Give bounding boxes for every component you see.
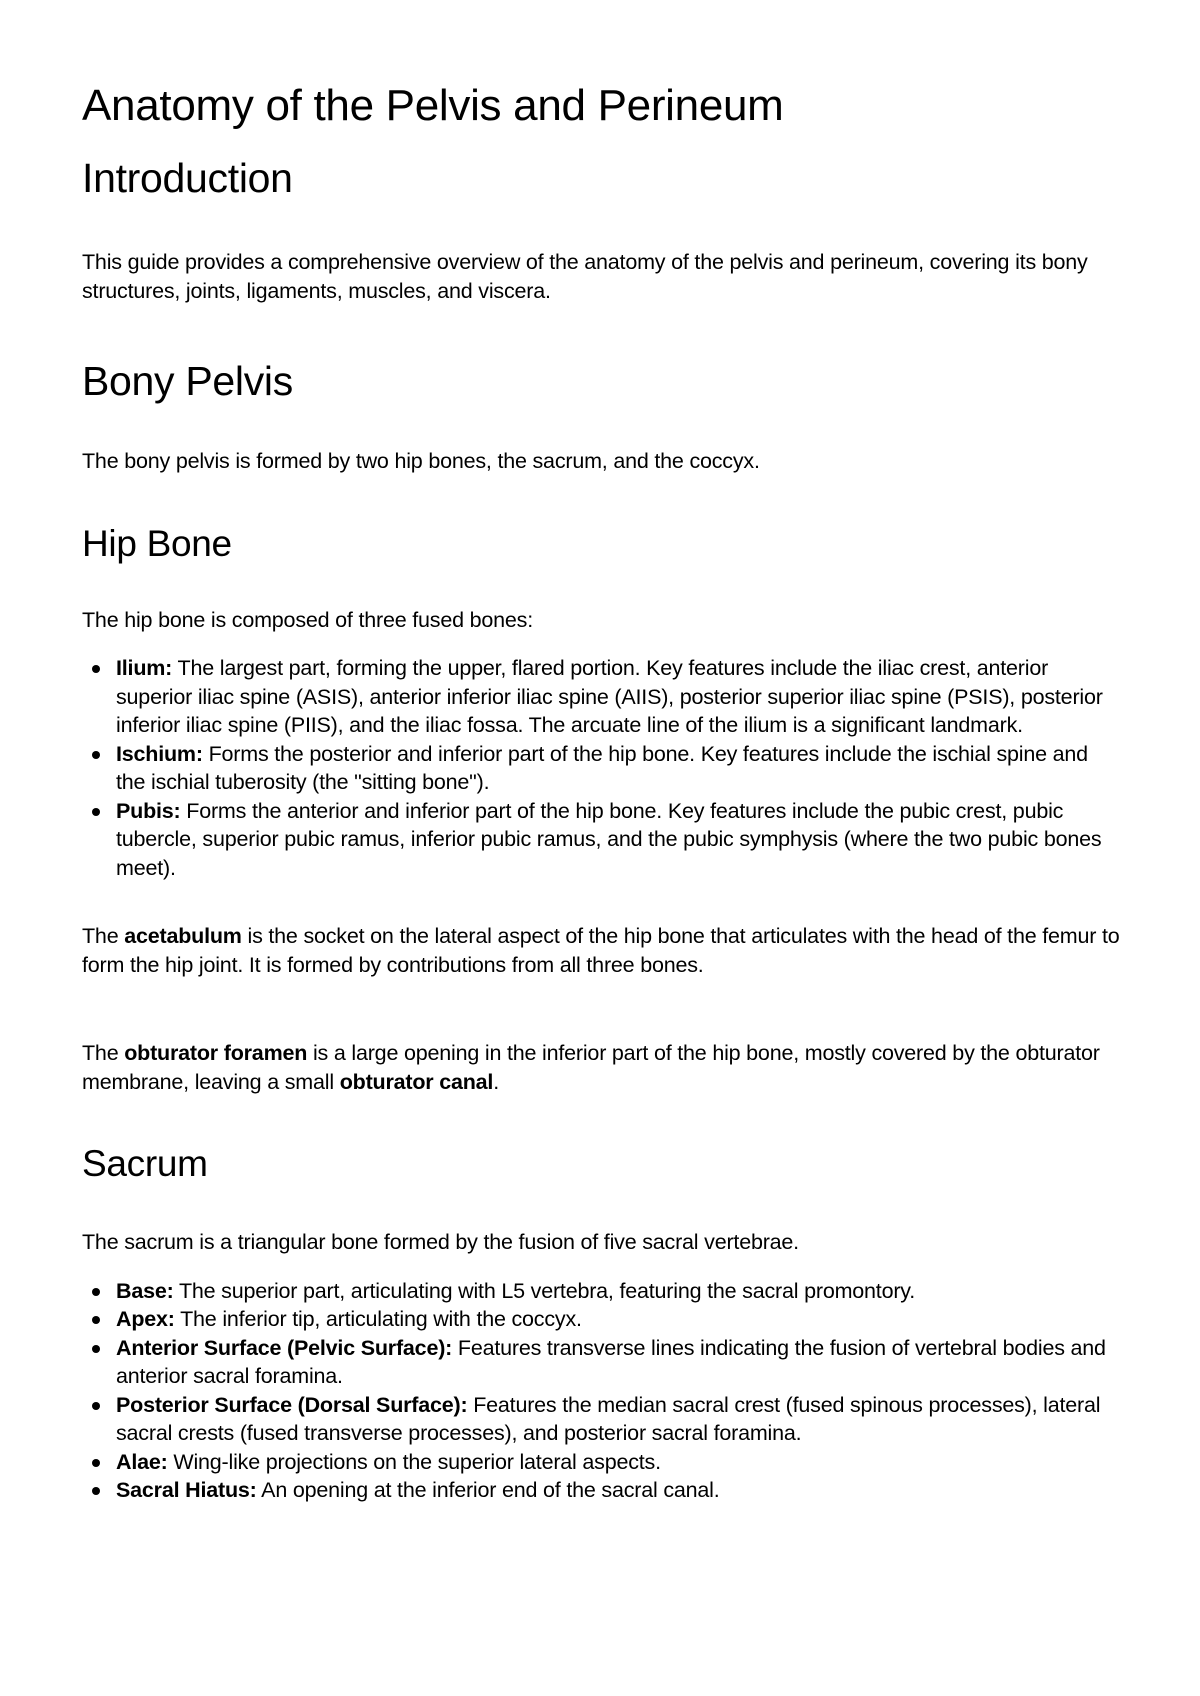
list-item-alae xyxy=(82,1448,1120,1477)
list-item-posterior-surface xyxy=(82,1391,1120,1448)
introduction-paragraph: This guide provides a comprehensive overview of the anatomy of the pelvis and perineum, covering its bony structures, joints, ligaments, muscles, and viscera. xyxy=(82,250,1088,303)
bullet-icon xyxy=(92,1345,100,1353)
term-label: Alae: xyxy=(116,1449,168,1474)
hip-bone-list xyxy=(82,654,1120,882)
list-item-sacral-hiatus xyxy=(82,1476,1120,1505)
term-description: Wing-like projections on the superior lateral aspects. xyxy=(167,1449,661,1474)
bullet-icon xyxy=(92,1288,100,1296)
acetabulum-paragraph xyxy=(82,922,1120,979)
term-label: obturator foramen xyxy=(124,1041,308,1065)
hip-bone-heading: Hip Bone xyxy=(82,522,232,564)
term-description: Forms the posterior and inferior part of the hip bone. Key features include the ischial spine and the ischial tuberosity (the "sitting bone"). xyxy=(116,741,1088,794)
term-description: An opening at the inferior end of the sacral canal. xyxy=(256,1478,720,1502)
bullet-icon xyxy=(92,1487,100,1495)
bullet-icon xyxy=(92,1316,100,1324)
term-description: The inferior tip, articulating with the coccyx. xyxy=(174,1307,582,1331)
term-label: Posterior Surface (Dorsal Surface): xyxy=(116,1392,468,1417)
sacrum-list xyxy=(82,1277,1120,1505)
bullet-icon xyxy=(92,808,100,816)
term-description: Features the median sacral crest (fused spinous processes), lateral sacral crests (fused transverse processes), and posterior sacral foramina. xyxy=(116,1392,1101,1445)
sacrum-heading: Sacrum xyxy=(82,1143,208,1184)
list-item-ilium xyxy=(82,654,1120,740)
bullet-icon xyxy=(92,665,100,673)
term-label: Pubis: xyxy=(116,798,181,823)
list-item-base xyxy=(82,1277,1120,1306)
term-label: Ischium: xyxy=(116,741,203,766)
term-description: Forms the anterior and inferior part of the hip bone. Key features include the pubic crest, pubic tubercle, superior pubic ramus, inferior pubic ramus, and the pubic symphysis (where the two pubic bones meet). xyxy=(116,798,1102,880)
text-fragment: is the socket on the lateral aspect of the hip bone that articulates with the head of the femur to form the hip joint. It is formed by contributions from all three bones. xyxy=(82,924,1120,977)
text-fragment: The xyxy=(82,1041,125,1065)
term-label: Apex: xyxy=(116,1307,175,1331)
bullet-icon xyxy=(92,1402,100,1410)
term-label: Anterior Surface (Pelvic Surface): xyxy=(116,1335,453,1360)
introduction-heading: Introduction xyxy=(82,155,293,201)
term-label: Sacral Hiatus: xyxy=(116,1478,257,1502)
obturator-paragraph xyxy=(82,1039,1120,1096)
term-description: The largest part, forming the upper, flared portion. Key features include the iliac crest, anterior superior iliac spine (ASIS), anterior inferior iliac spine (AIIS), posterior superior iliac spine (PSIS), posterior inferior iliac spine (PIIS), and the iliac fossa. The arcuate line of the ilium is a significant landmark. xyxy=(116,656,1103,737)
term-label: Ilium: xyxy=(116,656,173,680)
term-label: Base: xyxy=(116,1278,174,1303)
list-item-apex xyxy=(82,1305,1120,1334)
bullet-icon xyxy=(92,1459,100,1467)
text-fragment: . xyxy=(493,1069,499,1094)
document-title: Anatomy of the Pelvis and Perineum xyxy=(82,81,784,130)
bony-pelvis-heading: Bony Pelvis xyxy=(82,358,293,404)
bony-pelvis-paragraph: The bony pelvis is formed by two hip bones, the sacrum, and the coccyx. xyxy=(82,449,760,473)
term-label: obturator canal xyxy=(339,1069,494,1094)
text-fragment: is a large opening in the inferior part of the hip bone, mostly covered by the obturator membrane, leaving a small xyxy=(82,1041,1100,1094)
term-label: acetabulum xyxy=(124,924,242,948)
bullet-icon xyxy=(92,751,100,759)
list-item-anterior-surface xyxy=(82,1334,1120,1391)
text-fragment: The xyxy=(82,924,125,948)
term-description: The superior part, articulating with L5 vertebra, featuring the sacral promontory. xyxy=(173,1278,916,1303)
list-item-pubis xyxy=(82,797,1120,883)
list-item-ischium xyxy=(82,740,1120,797)
sacrum-intro: The sacrum is a triangular bone formed by the fusion of five sacral vertebrae. xyxy=(82,1230,799,1254)
term-description: Features transverse lines indicating the fusion of vertebral bodies and anterior sacral foramina. xyxy=(116,1335,1106,1388)
hip-bone-intro: The hip bone is composed of three fused bones: xyxy=(82,607,533,632)
